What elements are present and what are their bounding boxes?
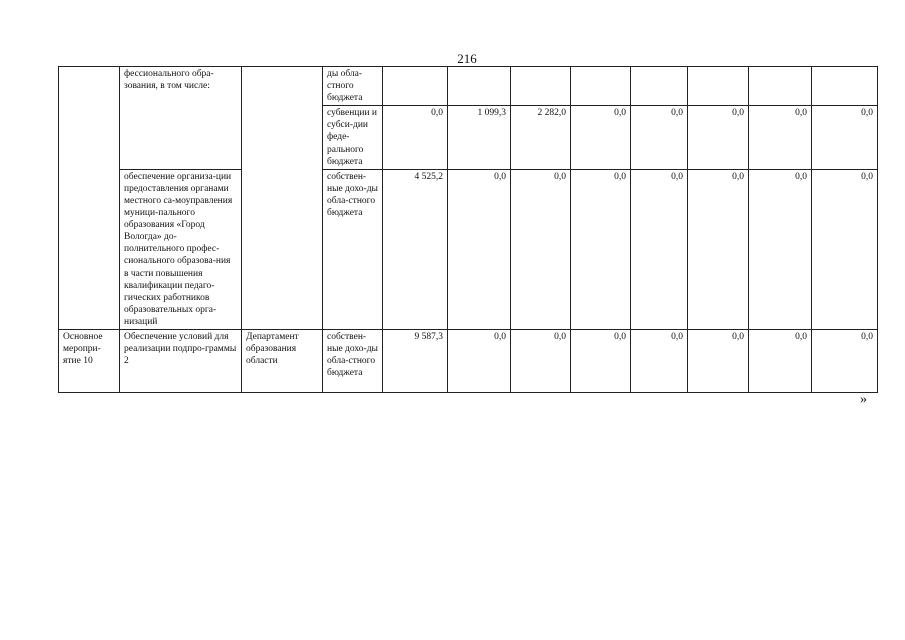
table-row — [59, 106, 878, 169]
activity-cell — [59, 67, 120, 106]
value-cell: 0,0 — [631, 106, 688, 169]
value-cell: 0,0 — [571, 169, 631, 329]
value-cell: 0,0 — [511, 329, 571, 392]
table-row — [59, 67, 878, 106]
activity-cell — [59, 169, 120, 329]
value-cell: 1 099,3 — [448, 106, 511, 169]
value-cell: 0,0 — [571, 106, 631, 169]
page-number: 216 — [457, 51, 477, 66]
value-cell: 0,0 — [812, 106, 878, 169]
value-cell: 2 282,0 — [511, 106, 571, 169]
value-cell: 0,0 — [749, 169, 812, 329]
name-cell: фессионального обра-зования, в том числе: — [120, 67, 242, 106]
table-row — [59, 169, 878, 329]
value-cell: 0,0 — [688, 169, 749, 329]
value-cell: 0,0 — [448, 329, 511, 392]
value-cell: 0,0 — [448, 169, 511, 329]
value-cell: 0,0 — [812, 169, 878, 329]
executor-cell: Департамент образования области — [242, 329, 323, 392]
executor-cell — [242, 169, 323, 329]
name-cell: Обеспечение условий для реализации подпро-граммы 2 — [120, 329, 242, 392]
value-cell: 0,0 — [571, 329, 631, 392]
value-cell — [812, 67, 878, 106]
name-cell — [120, 106, 242, 169]
source-cell: собствен-ные дохо-ды обла-стного бюджета — [323, 169, 383, 329]
value-cell — [448, 67, 511, 106]
value-cell: 0,0 — [688, 106, 749, 169]
value-cell — [749, 67, 812, 106]
value-cell — [511, 67, 571, 106]
table-row — [59, 329, 878, 392]
value-cell: 0,0 — [631, 169, 688, 329]
value-cell — [688, 67, 749, 106]
value-cell: 4 525,2 — [383, 169, 448, 329]
value-cell: 0,0 — [812, 329, 878, 392]
value-cell: 0,0 — [688, 329, 749, 392]
value-cell: 0,0 — [749, 329, 812, 392]
value-cell: 9 587,3 — [383, 329, 448, 392]
value-cell: 0,0 — [383, 106, 448, 169]
value-cell: 0,0 — [749, 106, 812, 169]
source-cell: субвенции и субси-дии феде-рального бюджета — [323, 106, 383, 169]
executor-cell — [242, 67, 323, 106]
value-cell — [383, 67, 448, 106]
executor-cell — [242, 106, 323, 169]
value-cell: 0,0 — [631, 329, 688, 392]
source-cell: ды обла-стного бюджета — [323, 67, 383, 106]
source-cell: собствен-ные дохо-ды обла-стного бюджета — [323, 329, 383, 392]
value-cell — [571, 67, 631, 106]
closing-quote-mark: » — [860, 392, 867, 407]
value-cell: 0,0 — [511, 169, 571, 329]
name-cell: обеспечение организа-ции предоставления органами местного са-моуправления муници-пального образования «Город Вологда» до-полнительного профес-сионального образова-ния в части повышения квалификации педаго-гических работников образовательных орга-низаций — [120, 169, 242, 329]
budget-table — [58, 66, 878, 393]
value-cell — [631, 67, 688, 106]
activity-cell — [59, 106, 120, 169]
activity-cell: Основное меропри-ятие 10 — [59, 329, 120, 392]
